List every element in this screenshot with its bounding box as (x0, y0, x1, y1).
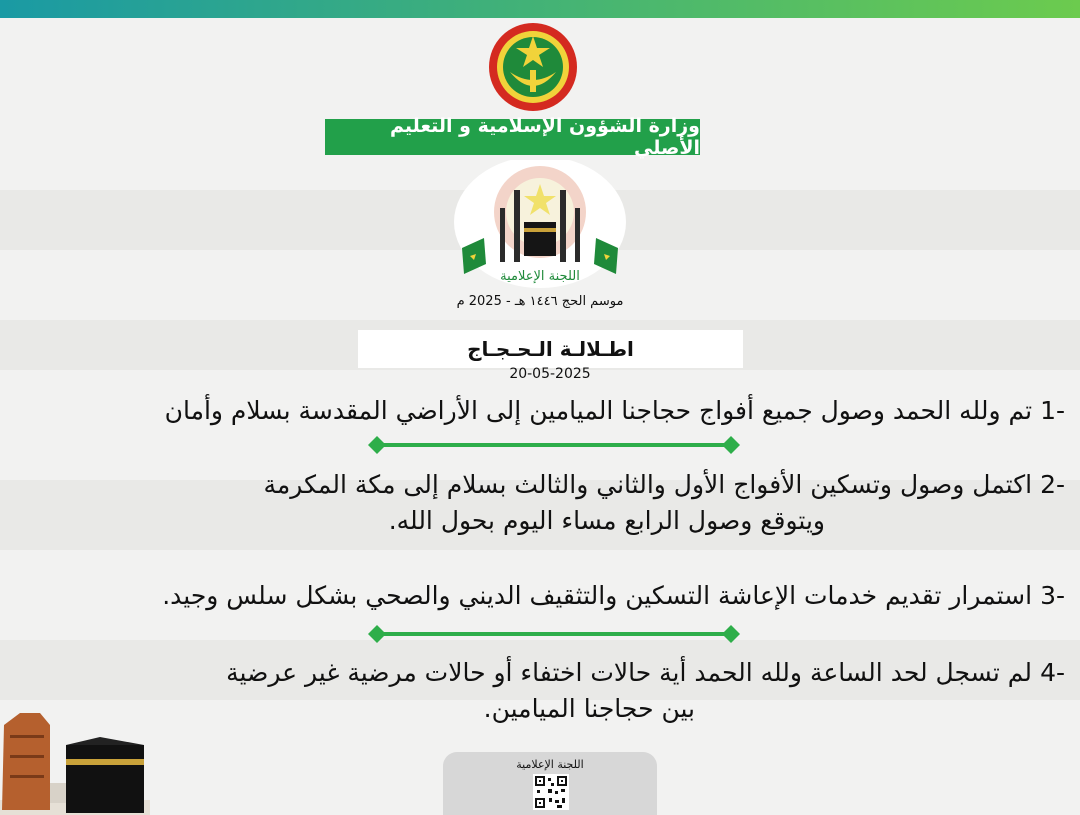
item-text: تم ولله الحمد وصول جميع أفواج حجاجنا الميامين إلى الأراضي المقدسة بسلام وأمان (164, 396, 1033, 425)
item-line-1 (20, 467, 1065, 503)
svg-text:اللجنة الإعلامية: اللجنة الإعلامية (500, 269, 580, 284)
item-number: -3 (1040, 581, 1065, 610)
state-crest-icon (488, 22, 578, 112)
item-number: -4 (1040, 658, 1065, 687)
item-number: -2 (1040, 470, 1065, 499)
media-committee-logo (452, 160, 628, 300)
item-number: -1 (1040, 396, 1065, 425)
divider-icon (368, 625, 740, 643)
item-line-2: بين حجاجنا الميامين. (483, 694, 695, 723)
item-text: لم تسجل لحد الساعة ولله الحمد أية حالات اختفاء أو حالات مرضية غير عرضية (226, 658, 1033, 687)
bulletin-item-3 (10, 578, 1065, 614)
bulletin-item-1 (20, 393, 1065, 429)
top-accent-bar (0, 0, 1080, 18)
footer-label: اللجنة الإعلامية (516, 758, 584, 771)
divider-icon (368, 436, 740, 454)
footer-panel (443, 752, 657, 815)
bulletin-item-4 (20, 655, 1065, 727)
qr-code-icon (533, 774, 569, 810)
item-text: استمرار تقديم خدمات الإعاشة التسكين والتثقيف الديني والصحي بشكل سلس وجيد. (162, 581, 1033, 610)
kaaba-minaret-illustration (0, 705, 150, 815)
item-line-2: ويتوقع وصول الرابع مساء اليوم بحول الله. (388, 506, 825, 535)
bulletin-item-2 (20, 467, 1065, 539)
season-line: موسم الحج ١٤٤٦ هـ - 2025 م (456, 294, 624, 309)
page-title: اطـلالـة الـحـجـاج (358, 330, 743, 368)
item-line-1 (20, 655, 1065, 691)
bulletin-date: 20-05-2025 (509, 366, 591, 382)
item-text: اكتمل وصول وتسكين الأفواج الأول والثاني والثالث بسلام إلى مكة المكرمة (263, 470, 1033, 499)
ministry-name-banner: وزارة الشؤون الإسلامية و التعليم الأصلي (325, 119, 700, 155)
